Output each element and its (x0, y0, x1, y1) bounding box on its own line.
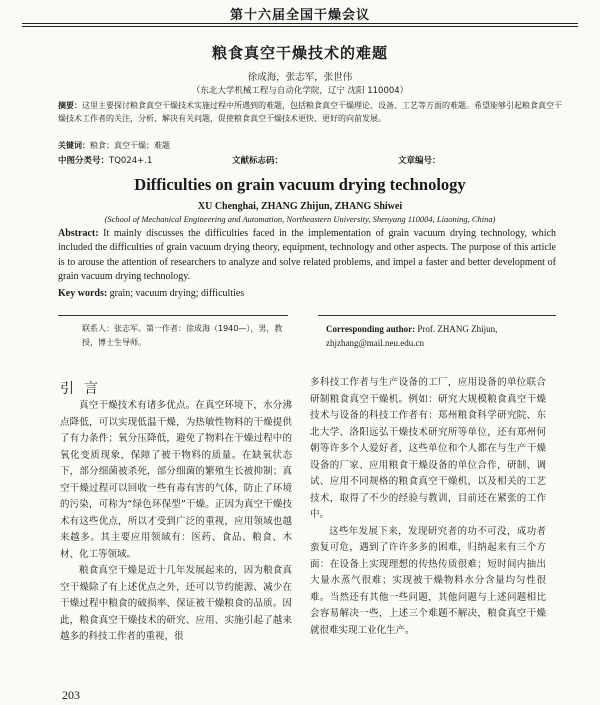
article-no-label: 文章编号： (398, 156, 441, 166)
abstract-zh-label: 摘要： (58, 101, 82, 110)
keywords-zh-text: 粮食；真空干燥；难题 (90, 141, 170, 150)
header-rule (22, 23, 578, 24)
keywords-en (58, 287, 556, 301)
clc-value: TQ024+.1 (109, 156, 153, 166)
page-number: 203 (62, 688, 80, 702)
right-paragraph-1: 多科技工作者与生产设备的工厂，应用设备的单位联合研制粮食真空干燥机。例如：研究大规模粮食真空干燥技术与设备的科技工作者有：郑州粮食科学研究院、东北大学、洛阳远弘干燥技术研究所等单位，还有郑州何朝等许多个人爱好者，这些单位和个人都在与生产干燥设备的厂家、应用粮食干燥设备的单位合作，研制、调试、应用不同规格的粮食真空干燥机，以及相关的工艺技术，取得了不少的经验与教训，目前还在紧张的工作中。 (310, 377, 546, 520)
paper-title-en: Difficulties on grain vacuum drying technology (134, 175, 466, 194)
abstract-en-text: It mainly discusses the difficulties faced in the implementation of grain vacuum drying technology, which included the difficulties of grain vacuum drying theory, equipment, technology and other aspects. The purpose of this article is to arouse the attention of researchers to analyze and solve related problems, and impel a faster and better development of grain vacuum drying technology. (58, 228, 557, 282)
section-heading-introduction: 引言 (60, 381, 108, 397)
keywords-zh (58, 139, 563, 152)
body-right-column (310, 375, 546, 639)
authors-en: XU Chenghai, ZHANG Zhijun, ZHANG Shiwei (197, 201, 403, 212)
corresponding-name: Prof. ZHANG Zhijun, (417, 324, 498, 334)
clc-number (58, 154, 152, 166)
affiliation-zh: （东北大学机械工程与自动化学院，辽宁 沈阳 110004） (191, 86, 409, 96)
abstract-en-label: Abstract: (58, 228, 99, 239)
doc-code-label: 文献标志码： (232, 156, 284, 166)
footnote-rule-left (58, 315, 288, 316)
clc-label: 中图分类号： (58, 156, 110, 166)
affiliation-en: (School of Mechanical Engineering and Automation, Northeastern University, Shenyang 110004, Liaoning, China) (104, 214, 496, 224)
footnote-rule-right (318, 315, 556, 316)
keywords-zh-label: 关键词： (58, 141, 90, 150)
abstract-zh-text: 这里主要探讨粮食真空干燥技术实施过程中所遇到的难题，包括粮食真空干燥理论、设备、工艺等方面的难题。希望能够引起粮食真空干燥技术工作者的关注，分析、解决有关问题，促使粮食真空干燥技术更快、更好的向前发展。 (58, 101, 562, 123)
footnote-left: 联系人：张志军。第一作者：徐成海（1940—），男，教授，博士生导师。 (82, 324, 283, 347)
keywords-en-text: grain; vacuum drying; difficulties (109, 288, 245, 299)
footnote-right (326, 322, 556, 350)
body-left-column (60, 398, 292, 646)
corresponding-label: Corresponding author: (326, 324, 416, 334)
authors-zh: 徐成海，张志军，张世伟 (247, 72, 353, 83)
conference-header: 第十六届全国干燥会议 (229, 8, 370, 23)
corresponding-email: zhjzhang@mail.neu.edu.cn (326, 338, 425, 348)
abstract-zh (58, 99, 563, 125)
paper-title-zh: 粮食真空干燥技术的难题 (211, 44, 388, 62)
left-paragraph-1: 真空干燥技术有诸多优点。在真空环境下，水分沸点降低，可以实现低温干燥，为热敏性物料的干燥提供了有力条件；氧分压降低，避免了物料在干燥过程中的氧化变质现象，保障了被干物料的质量。在缺氧状态下，部分细菌被杀死，部分细菌的繁殖生长被抑制；真空干燥过程可以回收一些有毒有害的气体，防止了环境的污染，可称为“绿色环保型”干燥。正因为真空干燥技术有这些优点，所以才受到广泛的重视，应用领域也越来越多。其主要应用领域有：医药、食品、粮食、木材、化工等领域。 (60, 400, 292, 560)
keywords-en-label: Key words: (58, 288, 108, 299)
header-rule-thin (22, 26, 578, 27)
abstract-en (58, 227, 556, 284)
right-paragraph-2: 这些年发展下来，发现研究者的功不可没，成功者蛮复可危，遇到了许许多多的困难，归纳起来有三个方面：在设备上实现理想的传热传质很难；短时间内抽出大量水蒸气很难；实现被干燥物料水分含量均匀性很难。当然还有其他一些问题，其他问题与上述问题相比会容易解决一些，上述三个难题不解决，粮食真空干燥就很难实现工业化生产。 (310, 525, 546, 636)
left-paragraph-2: 粮食真空干燥是近十几年发展起来的，因为粮食真空干燥除了有上述优点之外，还可以节约能源、减少在干燥过程中粮食的破损率、保证被干燥粮食的品质。因此，粮食真空干燥技术的研究、应用、实施引起了越来越多的科技工作者的重视，很 (60, 565, 292, 642)
